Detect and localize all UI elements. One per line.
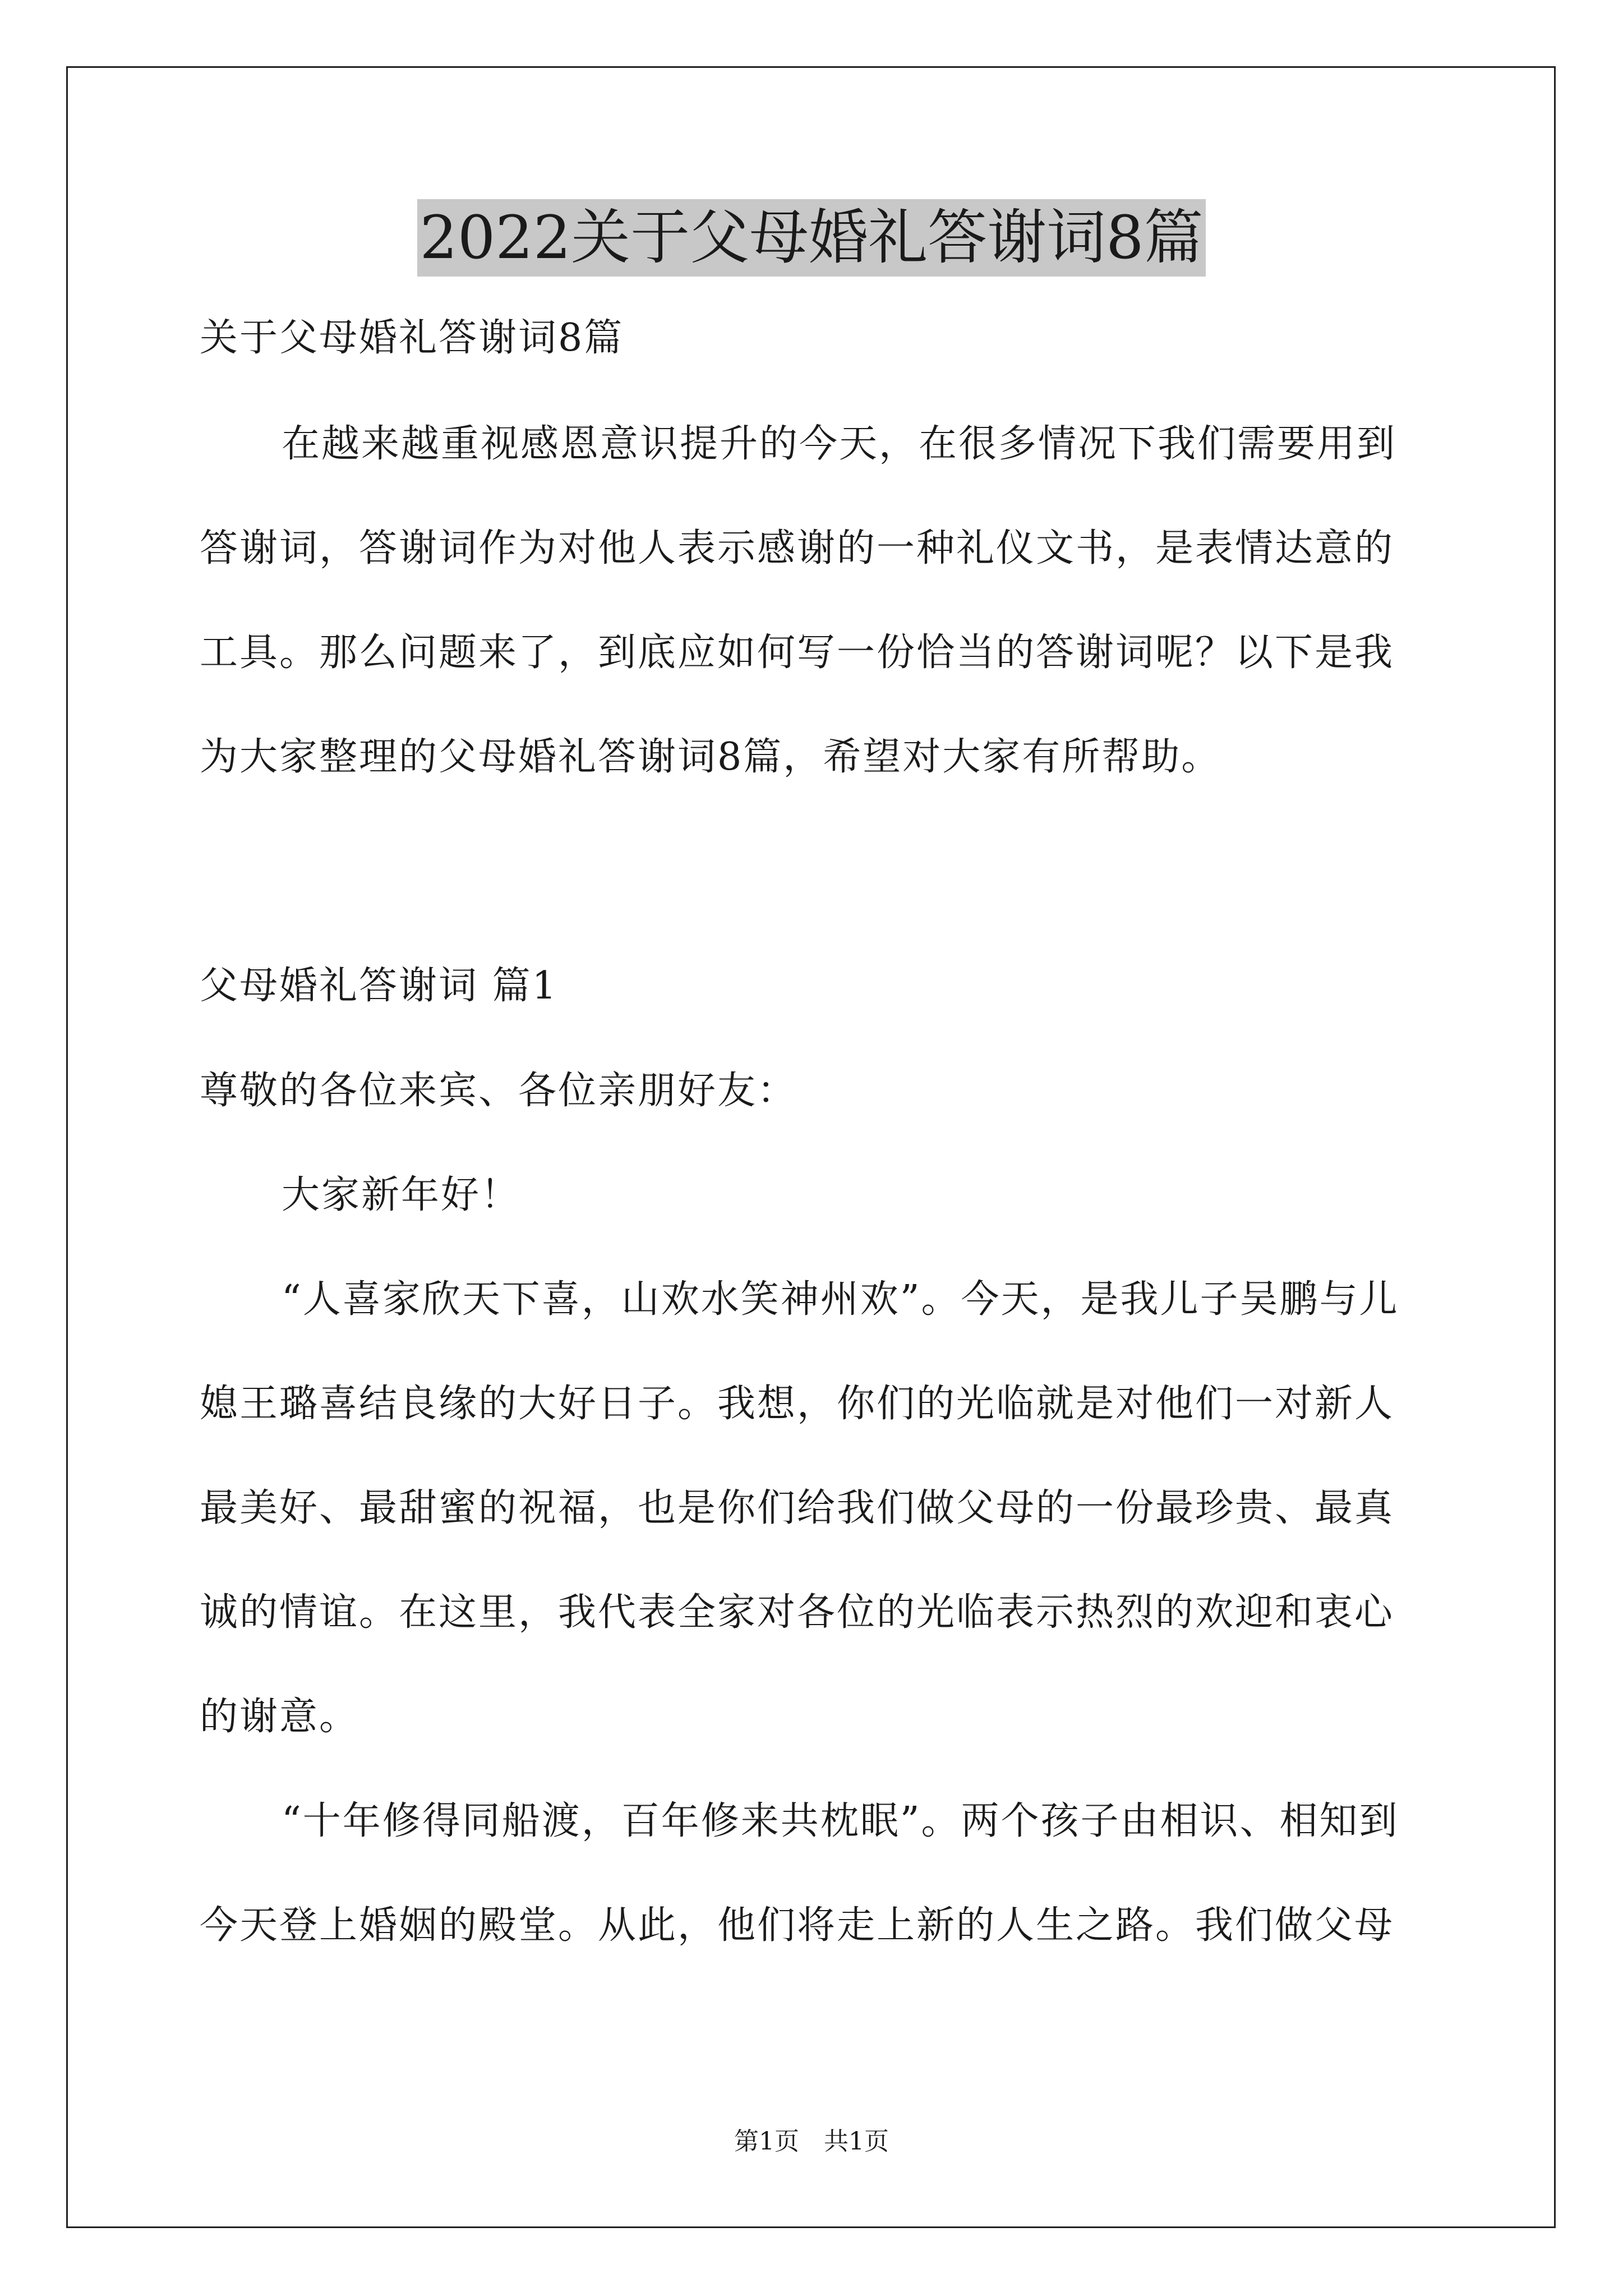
page-footer: 第1页 共1页 [734, 2127, 889, 2156]
body-line-1: “人喜家欣天下喜，山欢水笑神州欢”。今天，是我儿子吴鹏与儿 [282, 1277, 1399, 1322]
intro-line-1: 在越来越重视感恩意识提升的今天，在很多情况下我们需要用到 [282, 422, 1397, 466]
section-heading: 父母婚礼答谢词 篇1 [200, 964, 558, 1008]
body-line-7: 今天登上婚姻的殿堂。从此，他们将走上新的人生之路。我们做父母 [200, 1903, 1395, 1948]
title-wrap [0, 199, 1623, 277]
intro-line-2: 答谢词，答谢词作为对他人表示感谢的一种礼仪文书，是表情达意的 [200, 526, 1395, 570]
document-subtitle: 关于父母婚礼答谢词8篇 [200, 316, 624, 360]
document-title: 2022关于父母婚礼答谢词8篇 [417, 199, 1205, 277]
body-line-3: 最美好、最甜蜜的祝福，也是你们给我们做父母的一份最珍贵、最真 [200, 1486, 1395, 1530]
salutation: 尊敬的各位来宾、各位亲朋好友： [200, 1069, 797, 1113]
body-line-5: 的谢意。 [200, 1695, 359, 1739]
intro-line-3: 工具。那么问题来了，到底应如何写一份恰当的答谢词呢？以下是我 [200, 631, 1395, 675]
body-line-4: 诚的情谊。在这里，我代表全家对各位的光临表示热烈的欢迎和衷心 [200, 1590, 1395, 1635]
body-line-6: “十年修得同船渡，百年修来共枕眠”。两个孩子由相识、相知到 [282, 1799, 1399, 1843]
intro-line-4: 为大家整理的父母婚礼答谢词8篇，希望对大家有所帮助。 [200, 735, 1221, 779]
greeting: 大家新年好！ [282, 1173, 521, 1217]
body-line-2: 媳王璐喜结良缘的大好日子。我想，你们的光临就是对他们一对新人 [200, 1382, 1395, 1426]
